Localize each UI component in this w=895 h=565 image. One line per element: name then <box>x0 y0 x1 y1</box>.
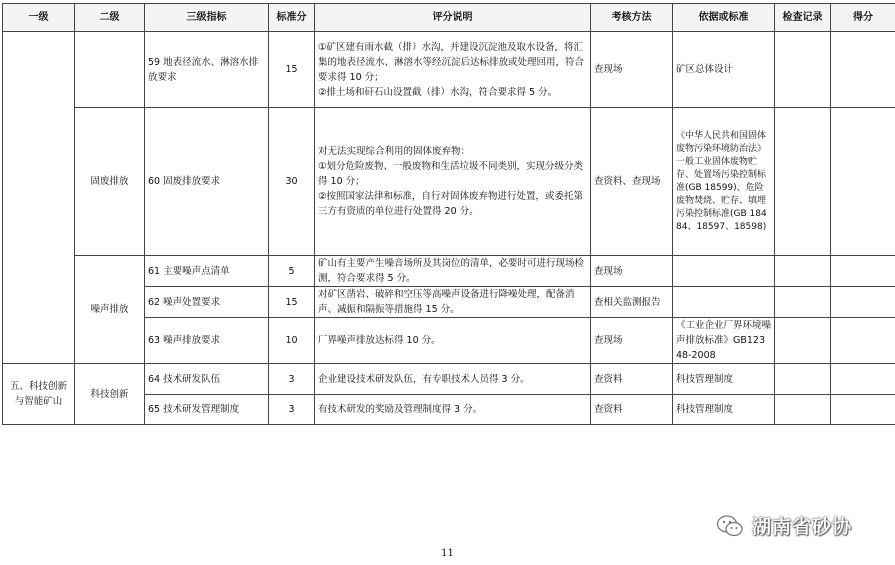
header-level1: 一级 <box>3 4 75 32</box>
level2-cell: 科技创新 <box>75 364 145 425</box>
score-std-cell: 30 <box>269 108 315 256</box>
score-std-cell: 10 <box>269 318 315 364</box>
record-cell <box>775 256 831 287</box>
score-std-cell: 5 <box>269 256 315 287</box>
record-cell <box>775 364 831 395</box>
level2-cell: 固废排放 <box>75 108 145 256</box>
table-row <box>3 108 895 256</box>
level3-cell: 62 噪声处置要求 <box>145 287 269 318</box>
table-header-row <box>3 4 895 32</box>
header-basis: 依据或标准 <box>673 4 775 32</box>
level3-cell: 60 固废排放要求 <box>145 108 269 256</box>
watermark <box>716 512 852 539</box>
header-score: 得分 <box>831 4 895 32</box>
basis-cell: 矿区总体设计 <box>673 32 775 108</box>
score-std-cell: 3 <box>269 364 315 395</box>
header-record: 检查记录 <box>775 4 831 32</box>
desc-cell: 对无法实现综合利用的固体废弃物： ①划分危险废物、一般废物和生活垃圾不同类别，实现分级分类得 10 分； ②按照国家法律和标准，自行对固体废弃物进行处置，或委托第三方有资质的单位进行处置得 20 分。 <box>315 108 591 256</box>
desc-cell: 对矿区凿岩、破碎和空压等高噪声设备进行降噪处理，配备消声、减振和隔振等措施得 15 分。 <box>315 287 591 318</box>
basis-cell <box>673 287 775 318</box>
basis-cell: 科技管理制度 <box>673 395 775 425</box>
score-cell <box>831 287 895 318</box>
score-cell <box>831 32 895 108</box>
evaluation-table <box>2 3 895 425</box>
record-cell <box>775 318 831 364</box>
record-cell <box>775 287 831 318</box>
desc-cell: 矿山有主要产生噪音场所及其岗位的清单，必要时可进行现场检测，符合要求得 5 分。 <box>315 256 591 287</box>
level3-cell: 59 地表径流水、淋溶水排放要求 <box>145 32 269 108</box>
wechat-icon <box>716 514 744 538</box>
method-cell: 查资料、查现场 <box>591 108 673 256</box>
header-desc: 评分说明 <box>315 4 591 32</box>
basis-cell: 科技管理制度 <box>673 364 775 395</box>
level1-cell-empty <box>3 32 75 364</box>
record-cell <box>775 108 831 256</box>
header-level2: 二级 <box>75 4 145 32</box>
method-cell: 查资料 <box>591 395 673 425</box>
desc-cell: 企业建设技术研发队伍，有专职技术人员得 3 分。 <box>315 364 591 395</box>
table-row <box>3 256 895 287</box>
page-number: 11 <box>441 548 454 559</box>
header-level3: 三级指标 <box>145 4 269 32</box>
score-cell <box>831 364 895 395</box>
level3-cell: 63 噪声排放要求 <box>145 318 269 364</box>
score-cell <box>831 318 895 364</box>
basis-cell: 《工业企业厂界环境噪声排放标准》GB12348-2008 <box>673 318 775 364</box>
method-cell: 查现场 <box>591 318 673 364</box>
score-cell <box>831 108 895 256</box>
method-cell: 查相关监测报告 <box>591 287 673 318</box>
level3-cell: 65 技术研发管理制度 <box>145 395 269 425</box>
desc-cell: ①矿区建有雨水截（排）水沟，并建设沉淀池及取水设备，将汇集的地表径流水、淋溶水等经沉淀后达标排放或处理回用，符合要求得 10 分； ②排土场和矸石山设置截（排）水沟，符合要求得 5 分。 <box>315 32 591 108</box>
score-cell <box>831 395 895 425</box>
table-row <box>3 32 895 108</box>
table-row <box>3 364 895 395</box>
header-score-std: 标准分 <box>269 4 315 32</box>
score-std-cell: 15 <box>269 287 315 318</box>
desc-cell: 有技术研发的奖励及管理制度得 3 分。 <box>315 395 591 425</box>
method-cell: 查现场 <box>591 32 673 108</box>
record-cell <box>775 395 831 425</box>
level3-cell: 64 技术研发队伍 <box>145 364 269 395</box>
method-cell: 查现场 <box>591 256 673 287</box>
desc-cell: 厂界噪声排放达标得 10 分。 <box>315 318 591 364</box>
score-cell <box>831 256 895 287</box>
level3-cell: 61 主要噪声点清单 <box>145 256 269 287</box>
basis-cell: 《中华人民共和国固体废物污染环境防治法》一般工业固体废物贮存、处置场污染控制标准(GB 18599)、危险废物焚烧、贮存、填埋污染控制标准(GB 18484、18597、18598) <box>673 108 775 256</box>
score-std-cell: 15 <box>269 32 315 108</box>
score-std-cell: 3 <box>269 395 315 425</box>
method-cell: 查资料 <box>591 364 673 395</box>
watermark-text: 湖南省砂协 <box>752 516 853 538</box>
level2-cell-empty <box>75 32 145 108</box>
header-method: 考核方法 <box>591 4 673 32</box>
basis-cell <box>673 256 775 287</box>
record-cell <box>775 32 831 108</box>
level1-cell: 五、科技创新与智能矿山 <box>3 364 75 425</box>
level2-cell: 噪声排放 <box>75 256 145 364</box>
